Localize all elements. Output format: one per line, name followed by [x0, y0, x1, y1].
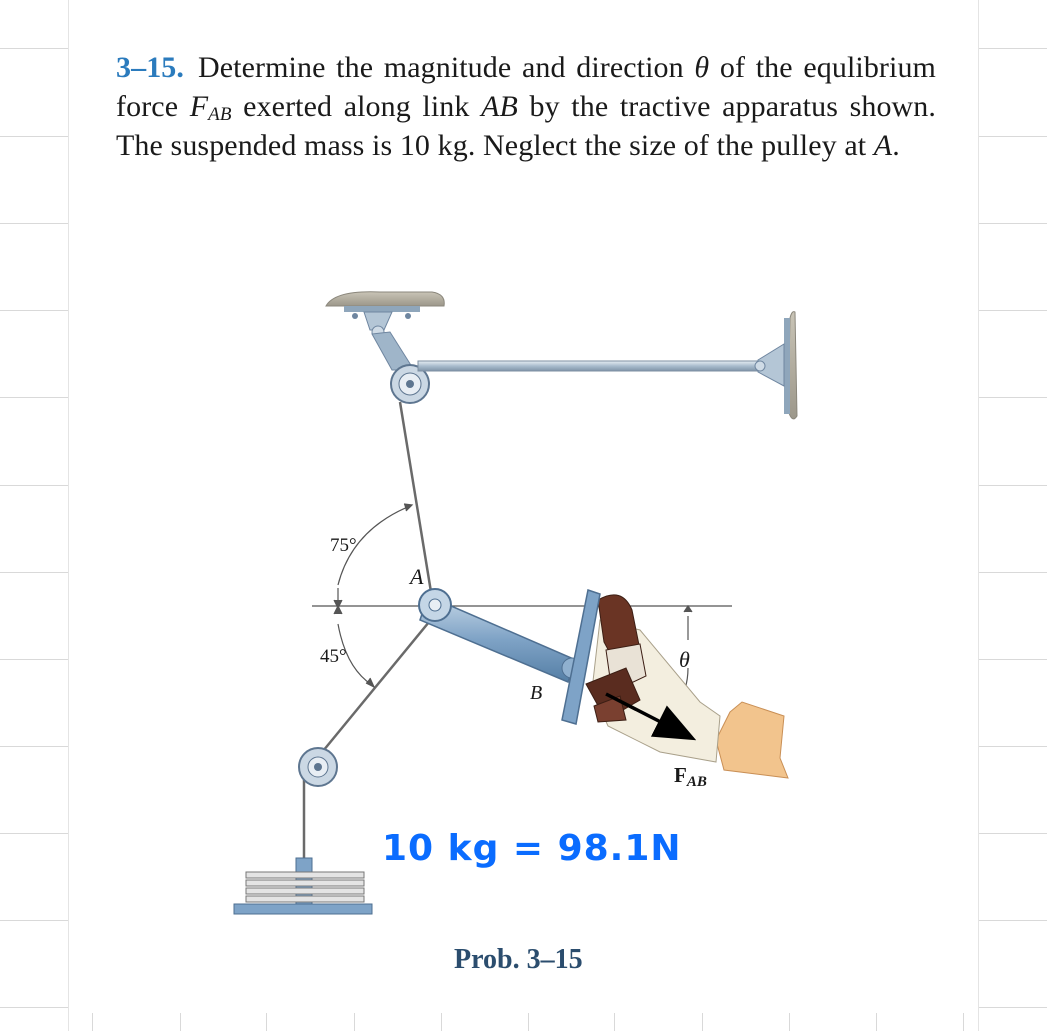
problem-text-part: of the equlibrium force [116, 51, 936, 123]
link-ab [419, 589, 582, 682]
lower-pulley [299, 748, 337, 786]
problem-number: 3–15. [116, 51, 184, 84]
theta-label: θ [679, 647, 690, 672]
horizontal-bar [418, 361, 758, 371]
theta-symbol: θ [694, 51, 710, 84]
problem-text-part: by the tractive apparatus shown. The suspended mass is 10 kg. Neglect the size of the pulley at [116, 90, 937, 162]
figure-caption: Prob. 3–15 [454, 944, 583, 975]
force-symbol: F [189, 90, 209, 123]
problem-text-part: Determine the magnitude and direction [198, 51, 695, 84]
force-label-main: F [674, 763, 687, 787]
link-name: AB [481, 90, 518, 123]
force-label [674, 763, 707, 790]
angle-75-dimension [334, 504, 412, 608]
ceiling-support [326, 292, 444, 338]
force-subscript: AB [208, 104, 232, 125]
pulley-name: A [873, 129, 893, 162]
handwritten-note: 10 kg = 98.1N [382, 828, 682, 869]
suspended-weight [234, 858, 372, 914]
angle-45-label: 45° [320, 646, 347, 667]
problem-text-part: . [892, 129, 900, 162]
point-a-label: A [410, 564, 424, 589]
force-label-sub: AB [686, 774, 707, 790]
foot-and-leg [586, 595, 788, 778]
wall-mount [755, 312, 797, 419]
point-b-label: B [530, 682, 543, 704]
cable-lower [314, 622, 429, 762]
angle-75-label: 75° [330, 535, 357, 556]
problem-text-part: exerted along link [231, 90, 482, 123]
